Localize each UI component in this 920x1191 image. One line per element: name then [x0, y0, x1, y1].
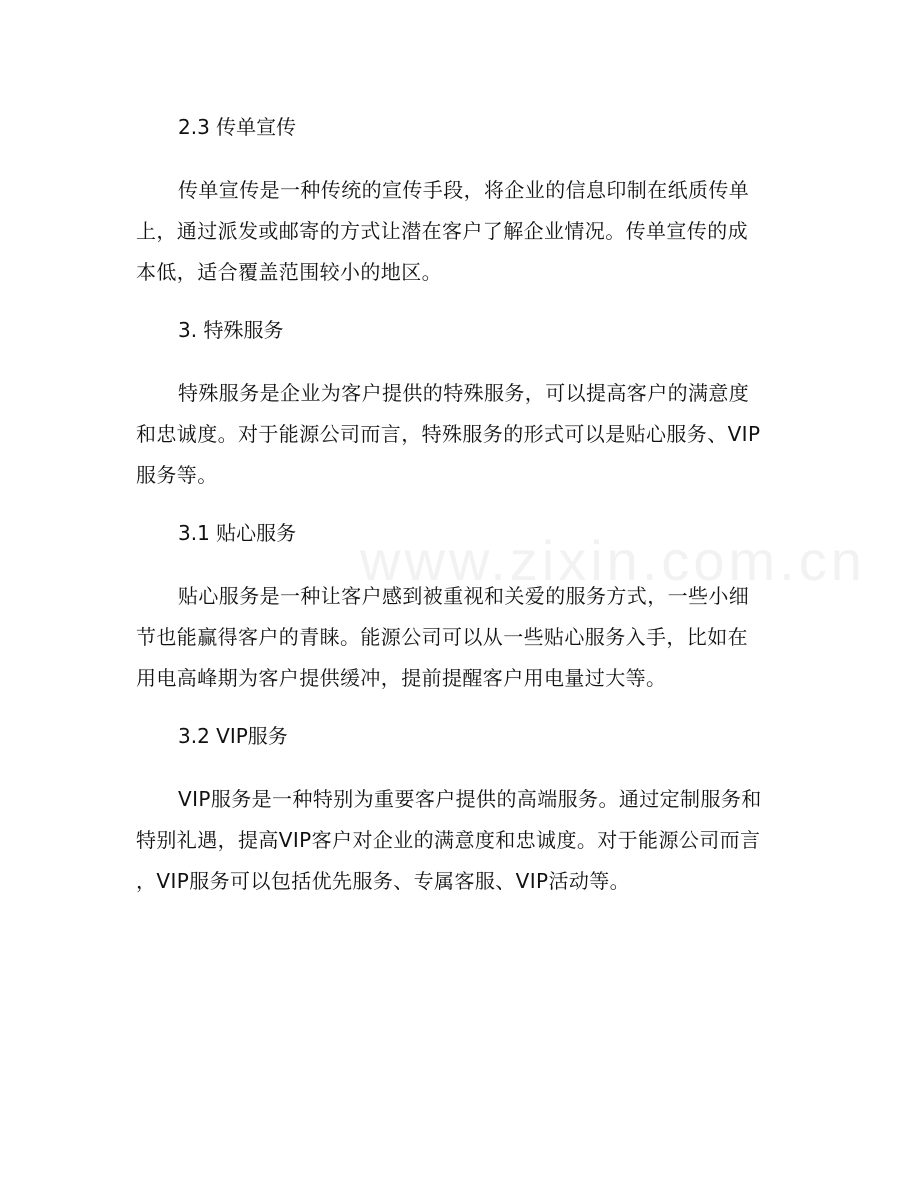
- paragraph-line: 上，通过派发或邮寄的方式让潜在客户了解企业情况。传单宣传的成: [136, 219, 748, 243]
- section-paragraph-3: [136, 373, 786, 496]
- paragraph-line: 和忠诚度。对于能源公司而言，特殊服务的形式可以是贴心服务、VIP: [136, 422, 761, 446]
- paragraph-line: 特殊服务是企业为客户提供的特殊服务，可以提高客户的满意度: [178, 381, 750, 405]
- section-heading-3-2: 3.2 VIP服务: [178, 724, 288, 748]
- section-heading-2-3: 2.3 传单宣传: [178, 115, 297, 139]
- paragraph-line: ，VIP服务可以包括优先服务、专属客服、VIP活动等。: [136, 869, 631, 893]
- section-paragraph-2-3: [136, 170, 786, 293]
- paragraph-line: 特别礼遇，提高VIP客户对企业的满意度和忠诚度。对于能源公司而言: [136, 828, 761, 852]
- document-content: [136, 110, 786, 922]
- paragraph-line: 传单宣传是一种传统的宣传手段，将企业的信息印制在纸质传单: [178, 178, 750, 202]
- section-paragraph-3-1: [136, 576, 786, 699]
- section-heading-3: 3. 特殊服务: [178, 318, 284, 342]
- paragraph-line: 用电高峰期为客户提供缓冲，提前提醒客户用电量过大等。: [136, 666, 667, 690]
- watermark-text: www.zixin.com.cn: [360, 529, 866, 592]
- paragraph-line: 本低，适合覆盖范围较小的地区。: [136, 260, 442, 284]
- paragraph-line: 贴心服务是一种让客户感到被重视和关爱的服务方式，一些小细: [178, 584, 750, 608]
- paragraph-line: VIP服务是一种特别为重要客户提供的高端服务。通过定制服务和: [178, 787, 762, 811]
- section-paragraph-3-2: [136, 779, 786, 902]
- paragraph-line: 服务等。: [136, 463, 218, 487]
- paragraph-line: 节也能赢得客户的青睐。能源公司可以从一些贴心服务入手，比如在: [136, 625, 748, 649]
- section-heading-3-1: 3.1 贴心服务: [178, 521, 297, 545]
